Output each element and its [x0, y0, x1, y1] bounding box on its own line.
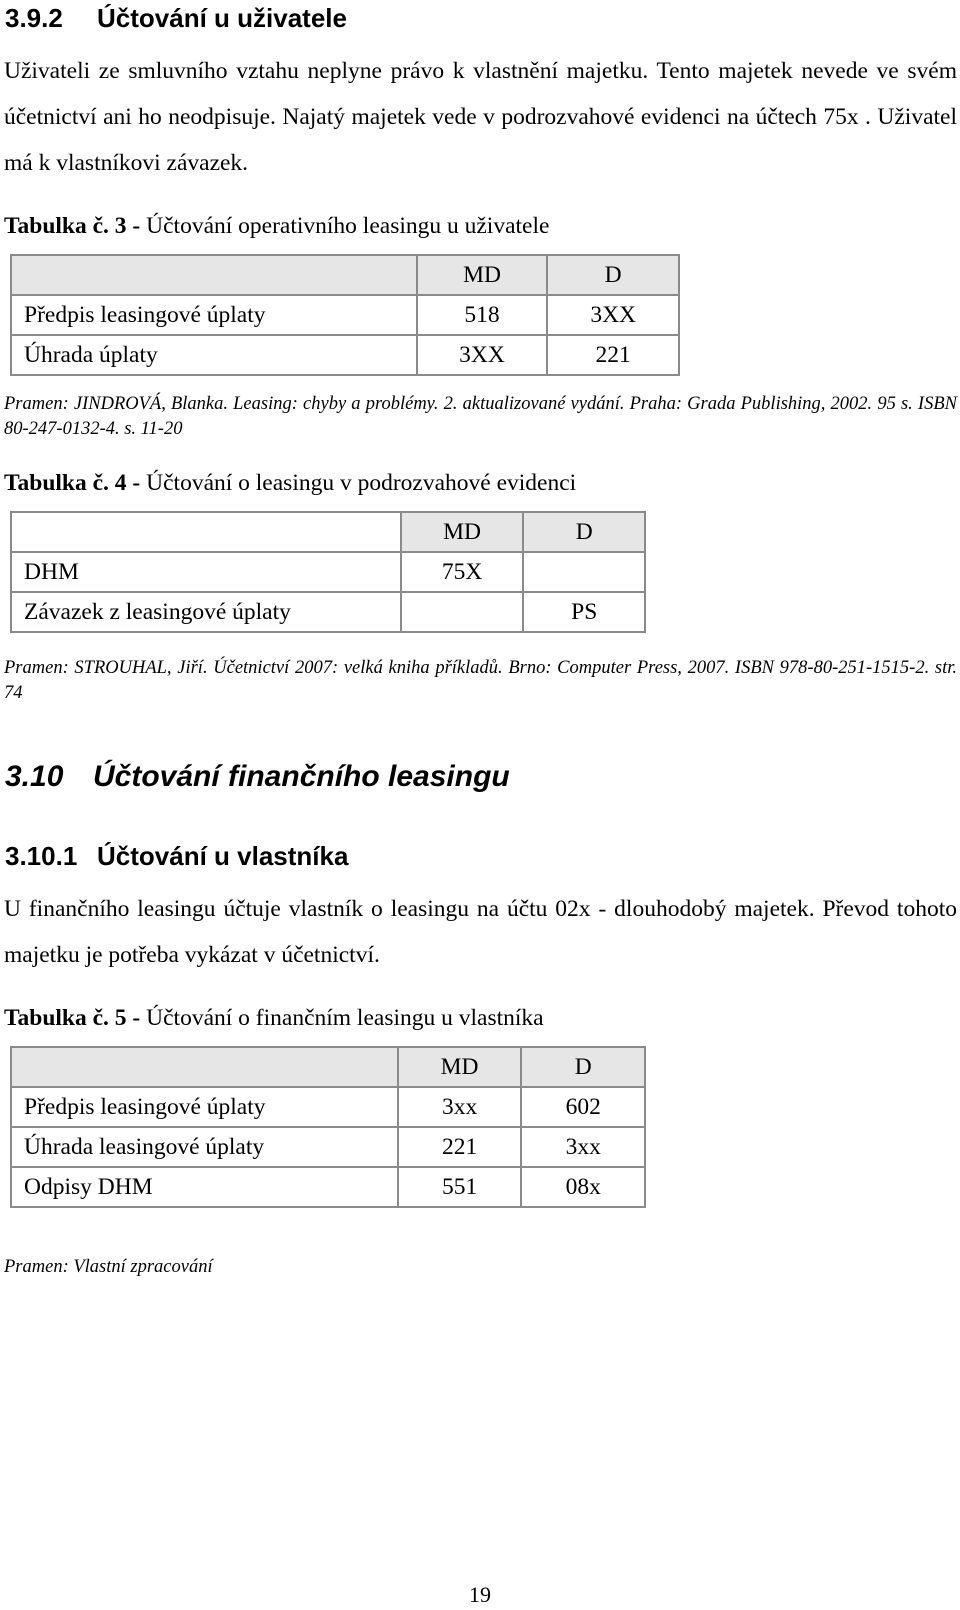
row-md: 221	[398, 1127, 522, 1167]
header-cell-d: D	[523, 512, 645, 552]
caption-label: Tabulka č. 3 -	[4, 213, 141, 239]
table-header-row	[11, 1047, 645, 1087]
table-row	[11, 1087, 645, 1127]
table-header-row	[11, 255, 679, 295]
table-header-row	[11, 512, 645, 552]
row-label: Úhrada leasingové úplaty	[11, 1127, 398, 1167]
header-cell-md: MD	[398, 1047, 522, 1087]
heading-number: 3.10	[5, 760, 64, 793]
caption-title: Účtování operativního leasingu u uživatele	[146, 213, 550, 239]
header-cell-empty	[11, 1047, 398, 1087]
heading-3-10-1	[5, 841, 348, 871]
table-row	[11, 592, 645, 632]
paragraph-owner-leasing: U finančního leasingu účtuje vlastník o leasingu na účtu 02x - dlouhodobý majetek. Převod tohoto majetku je potřeba vykázat v účetnictví.	[4, 896, 957, 968]
row-d: 3XX	[547, 295, 679, 335]
table-4	[10, 511, 646, 633]
row-d: 221	[547, 335, 679, 375]
table-row	[11, 1127, 645, 1167]
header-cell-empty	[11, 255, 417, 295]
page-number: 19	[469, 1582, 491, 1607]
row-d: 08x	[521, 1167, 645, 1207]
row-md: 518	[417, 295, 548, 335]
caption-label: Tabulka č. 5 -	[4, 1005, 141, 1031]
table-5-source: Pramen: Vlastní zpracování	[4, 1257, 213, 1277]
row-d: 3xx	[521, 1127, 645, 1167]
row-md: 3XX	[417, 335, 548, 375]
header-cell-md: MD	[401, 512, 524, 552]
header-cell-d: D	[521, 1047, 645, 1087]
row-label: Předpis leasingové úplaty	[11, 1087, 398, 1127]
table-row	[11, 335, 679, 375]
table-3-source: Pramen: JINDROVÁ, Blanka. Leasing: chyby a problémy. 2. aktualizované vydání. Praha: Grada Publishing, 2002. 95 s. ISBN 80-247-0132-4. s. 11-20	[4, 394, 957, 439]
caption-title: Účtování o leasingu v podrozvahové evidenci	[146, 470, 577, 496]
table-row	[11, 295, 679, 335]
table-row	[11, 1167, 645, 1207]
row-md: 551	[398, 1167, 522, 1207]
table-3-caption	[4, 213, 549, 240]
heading-title: Účtování u uživatele	[97, 3, 347, 33]
row-label: DHM	[11, 552, 401, 592]
table-3	[10, 254, 680, 376]
heading-title: Účtování u vlastníka	[97, 841, 349, 871]
header-cell-md: MD	[417, 255, 548, 295]
paragraph-user-leasing: Uživateli ze smluvního vztahu neplyne právo k vlastnění majetku. Tento majetek nevede ve svém účetnictví ani ho neodpisuje. Najatý majetek vede v podrozvahové evidenci na účtech 75x . Uživatel má k vlastníkovi závazek.	[4, 58, 957, 176]
row-label: Úhrada úplaty	[11, 335, 417, 375]
row-md	[401, 592, 524, 632]
row-md: 3xx	[398, 1087, 522, 1127]
heading-number: 3.9.2	[5, 3, 63, 33]
table-4-caption	[4, 470, 576, 497]
row-md: 75X	[401, 552, 524, 592]
header-cell-d: D	[547, 255, 679, 295]
row-d: PS	[523, 592, 645, 632]
heading-3-10	[5, 760, 510, 794]
row-d: 602	[521, 1087, 645, 1127]
table-5	[10, 1046, 646, 1208]
caption-title: Účtování o finančním leasingu u vlastníka	[146, 1005, 544, 1031]
table-row	[11, 552, 645, 592]
heading-3-9-2	[5, 3, 347, 33]
table-4-source: Pramen: STROUHAL, Jiří. Účetnictví 2007: velká kniha příkladů. Brno: Computer Press, 2007. ISBN 978-80-251-1515-2. str. 74	[4, 658, 957, 703]
header-cell-empty	[11, 512, 401, 552]
caption-label: Tabulka č. 4 -	[4, 470, 141, 496]
row-d	[523, 552, 645, 592]
row-label: Předpis leasingové úplaty	[11, 295, 417, 335]
table-5-caption	[4, 1005, 544, 1032]
row-label: Odpisy DHM	[11, 1167, 398, 1207]
heading-title: Účtování finančního leasingu	[93, 760, 510, 793]
heading-number: 3.10.1	[5, 841, 78, 871]
row-label: Závazek z leasingové úplaty	[11, 592, 401, 632]
